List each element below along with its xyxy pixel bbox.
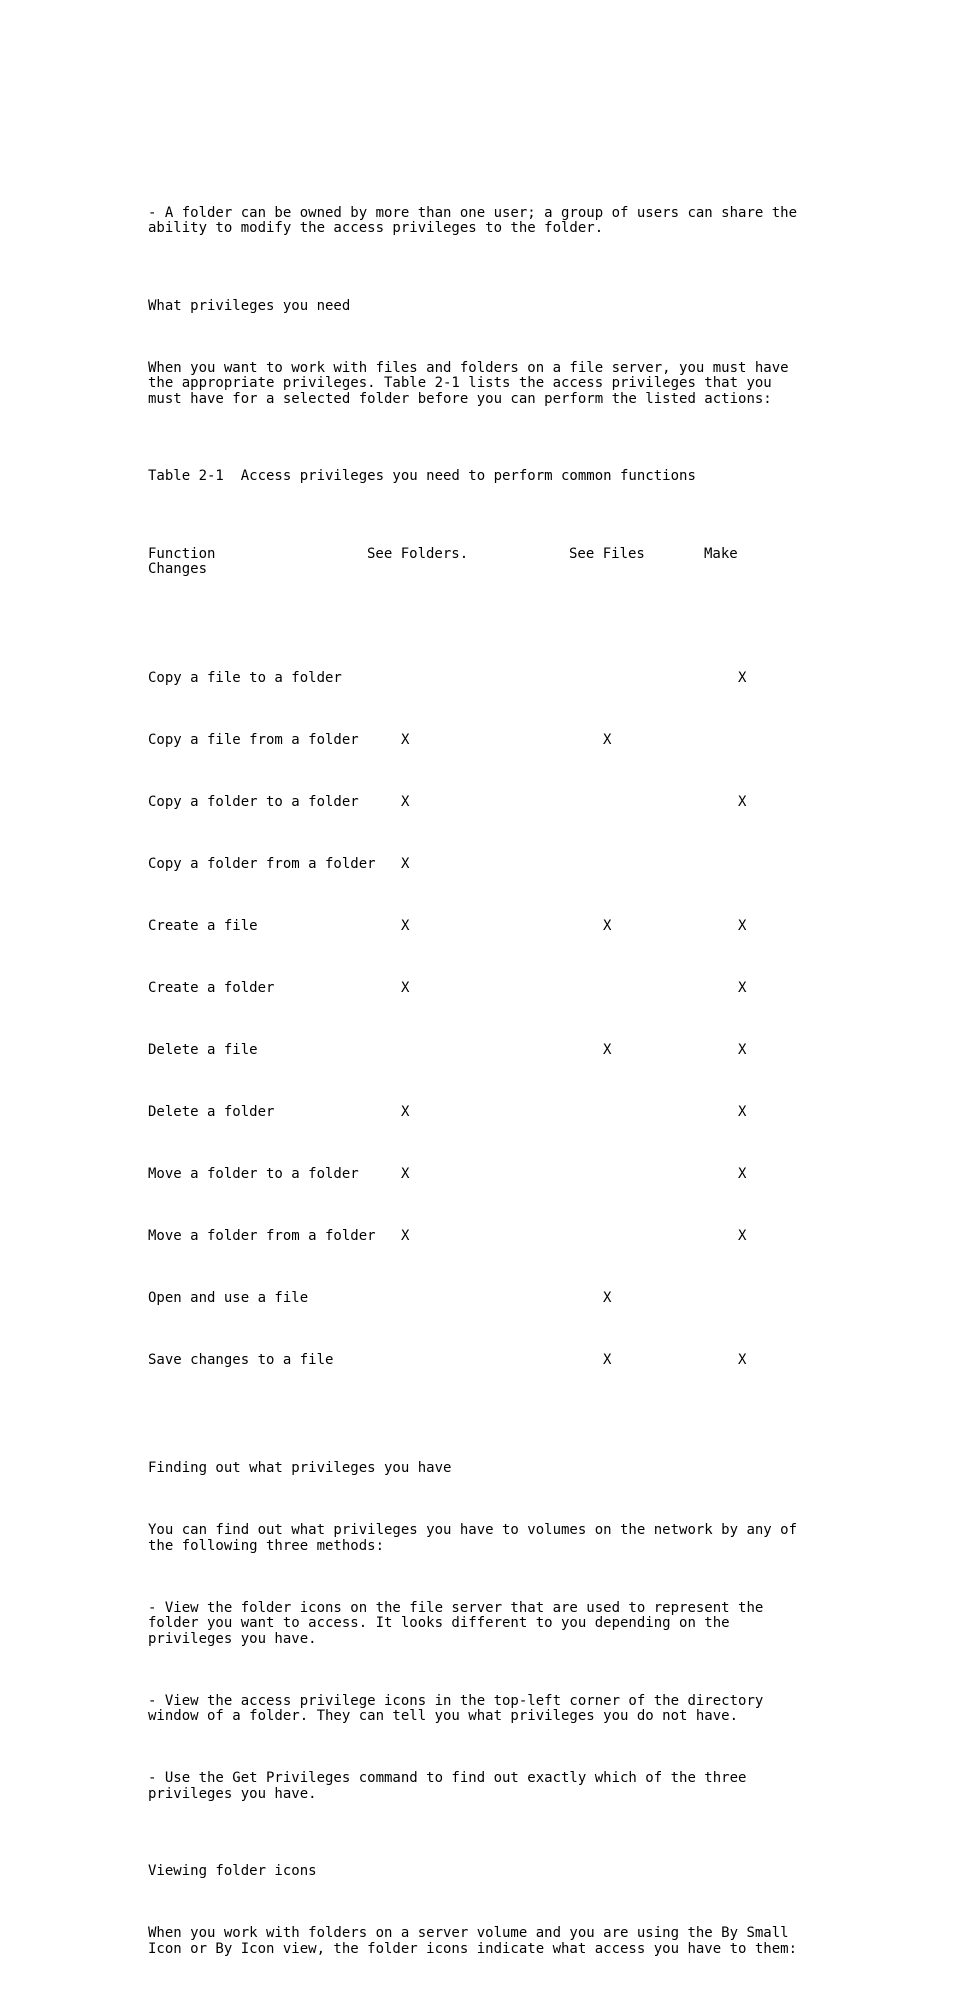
table-row	[148, 795, 828, 811]
cell-see-files: X	[603, 1351, 612, 1368]
method-bullet: - View the access privilege icons in the top-left corner of the directory window of a folder. They can tell you what privileges you do not have.	[148, 1692, 764, 1724]
table-row	[148, 1353, 828, 1369]
cell-function: Move a folder to a folder	[148, 1165, 359, 1182]
table-caption: Table 2-1 Access privileges you need to perform common functions	[148, 468, 696, 484]
cell-make-changes: X	[738, 793, 747, 810]
cell-function: Move a folder from a folder	[148, 1227, 376, 1244]
section-heading-have: Finding out what privileges you have	[148, 1460, 452, 1476]
table-row	[148, 671, 828, 687]
cell-see-folders: X	[401, 979, 410, 996]
cell-function: Open and use a file	[148, 1289, 309, 1306]
table-row	[148, 857, 828, 873]
table-row	[148, 1105, 828, 1121]
cell-see-folders: X	[401, 1227, 410, 1244]
cell-make-changes: X	[738, 979, 747, 996]
cell-see-files: X	[603, 1041, 612, 1058]
cell-make-changes: X	[738, 1351, 747, 1368]
header-function: Function	[148, 545, 216, 562]
table-body	[148, 640, 828, 1415]
intro-bullet: - A folder can be owned by more than one user; a group of users can share the ability to modify the access privileges to the folder.	[148, 204, 798, 236]
method-bullet: - Use the Get Privileges command to find out exactly which of the three privileges you have.	[148, 1770, 747, 1802]
section-paragraph-need: When you want to work with files and folders on a file server, you must have the appropriate privileges. Table 2-1 lists the access privileges that you must have for a selected folder before you can perform the listed actions:	[148, 359, 789, 407]
cell-make-changes: X	[738, 1165, 747, 1182]
table-row	[148, 1167, 828, 1183]
cell-see-files: X	[603, 731, 612, 748]
cell-make-changes: X	[738, 1103, 747, 1120]
cell-function: Delete a folder	[148, 1103, 275, 1120]
document-page	[148, 159, 828, 2004]
method-bullet: - View the folder icons on the file server that are used to represent the folder you want to access. It looks different to you depending on the privileges you have.	[148, 1599, 764, 1647]
cell-see-folders: X	[401, 1103, 410, 1120]
table-row	[148, 981, 828, 997]
cell-make-changes: X	[738, 1041, 747, 1058]
section-paragraph-have: You can find out what privileges you have to volumes on the network by any of the following three methods:	[148, 1522, 798, 1554]
cell-function: Delete a file	[148, 1041, 258, 1058]
cell-see-folders: X	[401, 917, 410, 934]
section-paragraph-icons: When you work with folders on a server volume and you are using the By Small Icon or By Icon view, the folder icons indicate what access you have to them:	[148, 1925, 798, 1957]
table-row	[148, 733, 828, 749]
cell-see-folders: X	[401, 1165, 410, 1182]
cell-function: Create a folder	[148, 979, 275, 996]
cell-function: Copy a file to a folder	[148, 669, 342, 686]
cell-function: Save changes to a file	[148, 1351, 334, 1368]
cell-make-changes: X	[738, 669, 747, 686]
header-see-files: See Files	[569, 545, 645, 562]
section-heading-icons: Viewing folder icons	[148, 1863, 317, 1879]
header-see-folders: See Folders.	[367, 545, 469, 562]
table-row	[148, 1229, 828, 1245]
cell-see-folders: X	[401, 855, 410, 872]
table-row	[148, 919, 828, 935]
header-changes: Changes	[148, 561, 208, 577]
table-header	[148, 547, 828, 578]
cell-see-files: X	[603, 917, 612, 934]
table-row	[148, 1043, 828, 1059]
header-make: Make	[704, 545, 738, 562]
cell-make-changes: X	[738, 917, 747, 934]
cell-function: Copy a folder to a folder	[148, 793, 359, 810]
section-heading-need: What privileges you need	[148, 297, 351, 314]
cell-function: Create a file	[148, 917, 258, 934]
cell-see-folders: X	[401, 731, 410, 748]
cell-function: Copy a file from a folder	[148, 731, 359, 748]
cell-see-folders: X	[401, 793, 410, 810]
cell-make-changes: X	[738, 1227, 747, 1244]
cell-see-files: X	[603, 1289, 612, 1306]
table-row	[148, 1291, 828, 1307]
cell-function: Copy a folder from a folder	[148, 855, 376, 872]
